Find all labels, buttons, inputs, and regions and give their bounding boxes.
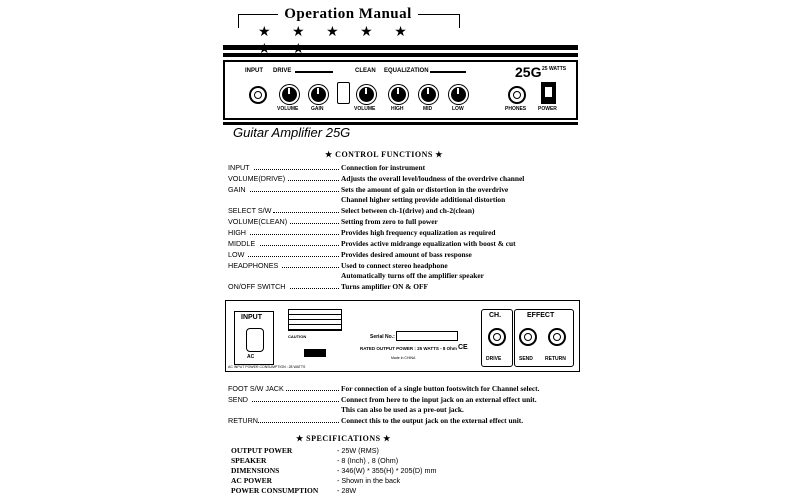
- spec-key: POWER CONSUMPTION: [231, 486, 319, 495]
- spec-table: [288, 309, 342, 331]
- control-term: VOLUME(CLEAN): [228, 217, 288, 226]
- control-desc: Provides active midrange equalization with boost & cut: [341, 239, 516, 248]
- title-rule-left: [238, 14, 278, 15]
- spec-key: OUTPUT POWER: [231, 446, 293, 455]
- ac-label: AC: [247, 354, 255, 360]
- input-jack[interactable]: [249, 86, 267, 104]
- control-term: VOLUME(DRIVE): [228, 174, 286, 183]
- clean-volume-label: VOLUME: [354, 106, 376, 112]
- phones-jack[interactable]: [508, 86, 526, 104]
- spec-key: DIMENSIONS: [231, 466, 280, 475]
- send-jack[interactable]: [519, 328, 537, 346]
- control-desc: Select between ch-1(drive) and ch-2(clean): [341, 206, 475, 215]
- warning-label-block: [304, 349, 326, 357]
- control-desc: Connection for instrument: [341, 163, 426, 172]
- spec-value: - 25W (RMS): [337, 446, 379, 455]
- panel-top-band-2: [223, 53, 578, 57]
- rear-input-label: INPUT: [241, 314, 262, 321]
- title-rule-right-tick: [459, 14, 460, 28]
- ch-label: CH.: [489, 312, 502, 319]
- leader-dots: [250, 191, 339, 192]
- jack-row: [228, 415, 573, 426]
- effect-label: EFFECT: [527, 312, 555, 319]
- leader-dots: [250, 234, 339, 235]
- power-switch[interactable]: [541, 82, 556, 104]
- mid-label: MID: [423, 106, 433, 112]
- model-subtitle: Guitar Amplifier 25G: [233, 125, 351, 140]
- control-term: ON/OFF SWITCH: [228, 282, 286, 291]
- channel-box: [481, 309, 513, 367]
- control-desc: Provides high frequency equalization as required: [341, 228, 496, 237]
- ac-socket: [246, 328, 264, 352]
- channel-select-switch[interactable]: [337, 82, 350, 104]
- leader-dots: [260, 245, 339, 246]
- control-term: GAIN: [228, 185, 246, 194]
- control-row: [228, 216, 573, 227]
- leader-dots: [273, 212, 339, 213]
- clean-label: CLEAN: [355, 68, 376, 74]
- spec-key: SPEAKER: [231, 456, 267, 465]
- control-row: [228, 249, 573, 260]
- leader-dots: [252, 401, 339, 402]
- send-label: SEND: [519, 356, 533, 362]
- control-term: LOW: [228, 250, 245, 259]
- input-label: INPUT: [245, 68, 263, 74]
- leader-dots: [290, 288, 339, 289]
- made-in-label: Made in CHINA: [391, 356, 416, 360]
- specifications-heading: ★ SPECIFICATIONS ★: [296, 434, 391, 443]
- control-row: [228, 205, 573, 216]
- equalization-label: EQUALIZATION: [384, 68, 429, 74]
- return-jack[interactable]: [548, 328, 566, 346]
- jack-row: [228, 383, 573, 394]
- drive-label: DRIVE: [273, 68, 292, 74]
- leader-dots: [290, 223, 339, 224]
- page-title: Operation Manual: [284, 6, 412, 22]
- spec-value: - Shown in the back: [337, 476, 401, 485]
- foot-switch-jack[interactable]: [488, 328, 506, 346]
- jack-desc: For connection of a single button footswitch for Channel select.: [341, 384, 540, 393]
- leader-dots: [282, 267, 339, 268]
- control-desc: Turns amplifier ON & OFF: [341, 282, 429, 291]
- caution-label: CAUTION: [288, 334, 307, 339]
- serial-field: [396, 331, 458, 341]
- high-eq-knob[interactable]: [389, 85, 408, 104]
- control-desc: Adjusts the overall level/loudness of the overdrive channel: [341, 174, 525, 183]
- drive-jack-label: DRIVE: [486, 356, 502, 362]
- high-label: HIGH: [391, 106, 404, 112]
- jack-desc: Connect from here to the input jack on an external effect unit.: [341, 395, 537, 404]
- rear-fine-print: AC INPUT POWER CONSUMPTION : 28 WATTS: [228, 365, 306, 369]
- jack-term: RETURN: [228, 416, 258, 425]
- control-desc-continued: Channel higher setting provide additional distortion: [341, 195, 506, 204]
- ce-mark: CE: [458, 344, 468, 351]
- title-rule-left-tick: [238, 14, 239, 28]
- control-row: [228, 281, 573, 292]
- drive-gain-knob[interactable]: [309, 85, 328, 104]
- leader-dots: [248, 256, 339, 257]
- control-term: HEADPHONES: [228, 261, 279, 270]
- control-desc: Setting from zero to full power: [341, 217, 438, 226]
- low-label: LOW: [452, 106, 464, 112]
- brand-logo: 25G: [515, 64, 542, 80]
- power-label: POWER: [538, 106, 557, 112]
- jack-term: FOOT S/W JACK: [228, 384, 284, 393]
- input-box: [234, 311, 274, 365]
- brand-sub: 25 WATTS: [542, 66, 567, 72]
- mid-eq-knob[interactable]: [419, 85, 438, 104]
- eq-rule: [430, 71, 466, 73]
- phones-label: PHONES: [505, 106, 527, 112]
- clean-volume-knob[interactable]: [357, 85, 376, 104]
- title-stars: ★ ★ ★ ★ ★: [258, 25, 416, 40]
- drive-volume-knob[interactable]: [280, 85, 299, 104]
- spec-value: - 346(W) * 355(H) * 205(D) mm: [337, 466, 437, 475]
- control-desc: Provides desired amount of bass response: [341, 250, 472, 259]
- front-panel-diagram: [223, 60, 578, 120]
- jack-desc: Connect this to the output jack on the external effect unit.: [341, 416, 524, 425]
- drive-volume-label: VOLUME: [277, 106, 299, 112]
- rated-output: RATED OUTPUT POWER : 25 WATTS - 8 Ohm: [360, 346, 457, 351]
- rear-panel-diagram: [225, 300, 580, 372]
- control-term: HIGH: [228, 228, 246, 237]
- leader-dots: [286, 390, 339, 391]
- control-row: [228, 227, 573, 238]
- effect-box: [514, 309, 574, 367]
- control-desc: Sets the amount of gain or distortion in the overdrive: [341, 185, 509, 194]
- title-rule-right: [418, 14, 460, 15]
- control-term: INPUT: [228, 163, 250, 172]
- return-label: RETURN: [545, 356, 566, 362]
- spec-key: AC POWER: [231, 476, 273, 485]
- control-row: [228, 173, 573, 184]
- panel-top-band: [223, 45, 578, 50]
- control-row: [228, 238, 573, 249]
- jack-desc-continued: This can also be used as a pre-out jack.: [341, 405, 464, 414]
- leader-dots: [288, 180, 339, 181]
- serial-label: Serial No.:: [370, 334, 395, 340]
- leader-dots: [258, 422, 339, 423]
- low-eq-knob[interactable]: [449, 85, 468, 104]
- control-term: MIDDLE: [228, 239, 256, 248]
- leader-dots: [254, 169, 339, 170]
- jack-term: SEND: [228, 395, 248, 404]
- control-desc: Used to connect stereo headphone: [341, 261, 448, 270]
- spec-value: - 28W: [337, 486, 357, 495]
- drive-rule: [295, 71, 333, 73]
- gain-label: GAIN: [311, 106, 324, 112]
- control-desc-continued: Automatically turns off the amplifier speaker: [341, 271, 484, 280]
- control-functions-heading: ★ CONTROL FUNCTIONS ★: [325, 150, 443, 159]
- control-row: [228, 162, 573, 173]
- control-term: SELECT S/W: [228, 206, 272, 215]
- spec-value: - 8 (Inch) , 8 (Ohm): [337, 456, 399, 465]
